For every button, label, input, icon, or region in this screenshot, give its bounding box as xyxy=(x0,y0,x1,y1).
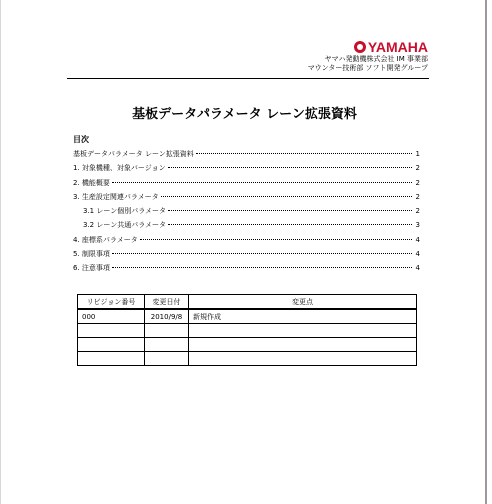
toc-leader-dots xyxy=(112,267,412,268)
table-row xyxy=(78,338,417,352)
revision-history-table xyxy=(77,294,417,366)
cell-revision: 000 xyxy=(78,309,145,324)
toc-heading: 目次 xyxy=(73,135,89,144)
toc-item-page: 2 xyxy=(415,164,420,173)
cell-date xyxy=(145,324,189,338)
toc-item[interactable] xyxy=(73,236,420,250)
cell-changes xyxy=(189,324,417,338)
document-title: 基板データパラメータ レーン拡張資料 xyxy=(132,107,357,122)
cell-date xyxy=(145,338,189,352)
toc-subitem[interactable] xyxy=(73,221,420,235)
table-of-contents xyxy=(73,150,420,279)
yamaha-logo xyxy=(308,39,428,55)
toc-leader-dots xyxy=(161,196,412,197)
cell-revision xyxy=(78,352,145,366)
toc-leader-dots xyxy=(168,167,412,168)
toc-item-label: 1. 対象機種、対象バージョン xyxy=(73,164,166,173)
column-header-date: 変更日付 xyxy=(145,295,189,310)
cell-date: 2010/9/8 xyxy=(145,309,189,324)
table-row xyxy=(78,352,417,366)
department-name: マウンター技術部 ソフト開発グループ xyxy=(307,64,428,72)
toc-item-label: 3.2 レーン共通パラメータ xyxy=(83,221,167,230)
column-header-revision: リビジョン番号 xyxy=(78,295,145,310)
toc-leader-dots xyxy=(168,224,412,225)
toc-item[interactable] xyxy=(73,193,420,207)
yamaha-emblem-icon xyxy=(354,41,366,53)
document-header xyxy=(308,39,428,73)
toc-item-page: 4 xyxy=(415,264,420,273)
header-rule xyxy=(67,78,429,79)
toc-subitem[interactable] xyxy=(73,207,420,221)
company-name: ヤマハ発動機株式会社 IM 事業部 xyxy=(324,55,428,63)
toc-item-page: 2 xyxy=(415,207,420,216)
cell-changes xyxy=(189,338,417,352)
toc-item-page: 3 xyxy=(415,221,420,230)
cell-date xyxy=(145,352,189,366)
toc-item-label: 5. 制限事項 xyxy=(73,250,110,259)
toc-item-page: 1 xyxy=(415,150,420,158)
toc-item-page: 2 xyxy=(415,178,420,187)
cell-changes xyxy=(189,352,417,366)
table-row xyxy=(78,324,417,338)
toc-item-page: 4 xyxy=(415,235,420,244)
toc-item-label: 4. 座標系パラメータ xyxy=(73,235,138,244)
toc-item-label: 3. 生産設定関連パラメータ xyxy=(73,192,159,201)
toc-leader-dots xyxy=(112,253,412,254)
toc-item-label: 2. 機能概要 xyxy=(73,178,110,187)
toc-item-page: 2 xyxy=(415,192,420,201)
column-header-changes: 変更点 xyxy=(189,295,417,310)
toc-leader-dots xyxy=(196,153,412,154)
toc-leader-dots xyxy=(140,239,412,240)
toc-item[interactable] xyxy=(73,179,420,193)
toc-leader-dots xyxy=(168,210,412,211)
toc-item-label: 基板データパラメータ レーン拡張資料 xyxy=(73,150,194,158)
toc-item-page: 4 xyxy=(415,250,420,259)
logo-text: YAMAHA xyxy=(367,39,428,55)
toc-item[interactable] xyxy=(73,264,420,278)
table-row xyxy=(78,309,417,324)
toc-item[interactable] xyxy=(73,164,420,178)
toc-item-label: 3.1 レーン個別パラメータ xyxy=(83,207,167,216)
toc-leader-dots xyxy=(112,182,412,183)
toc-item[interactable] xyxy=(73,150,420,164)
cell-revision xyxy=(78,324,145,338)
cell-changes: 新規作成 xyxy=(189,309,417,324)
toc-item[interactable] xyxy=(73,250,420,264)
toc-item-label: 6. 注意事項 xyxy=(73,264,110,273)
cell-revision xyxy=(78,338,145,352)
table-header-row xyxy=(78,295,417,310)
